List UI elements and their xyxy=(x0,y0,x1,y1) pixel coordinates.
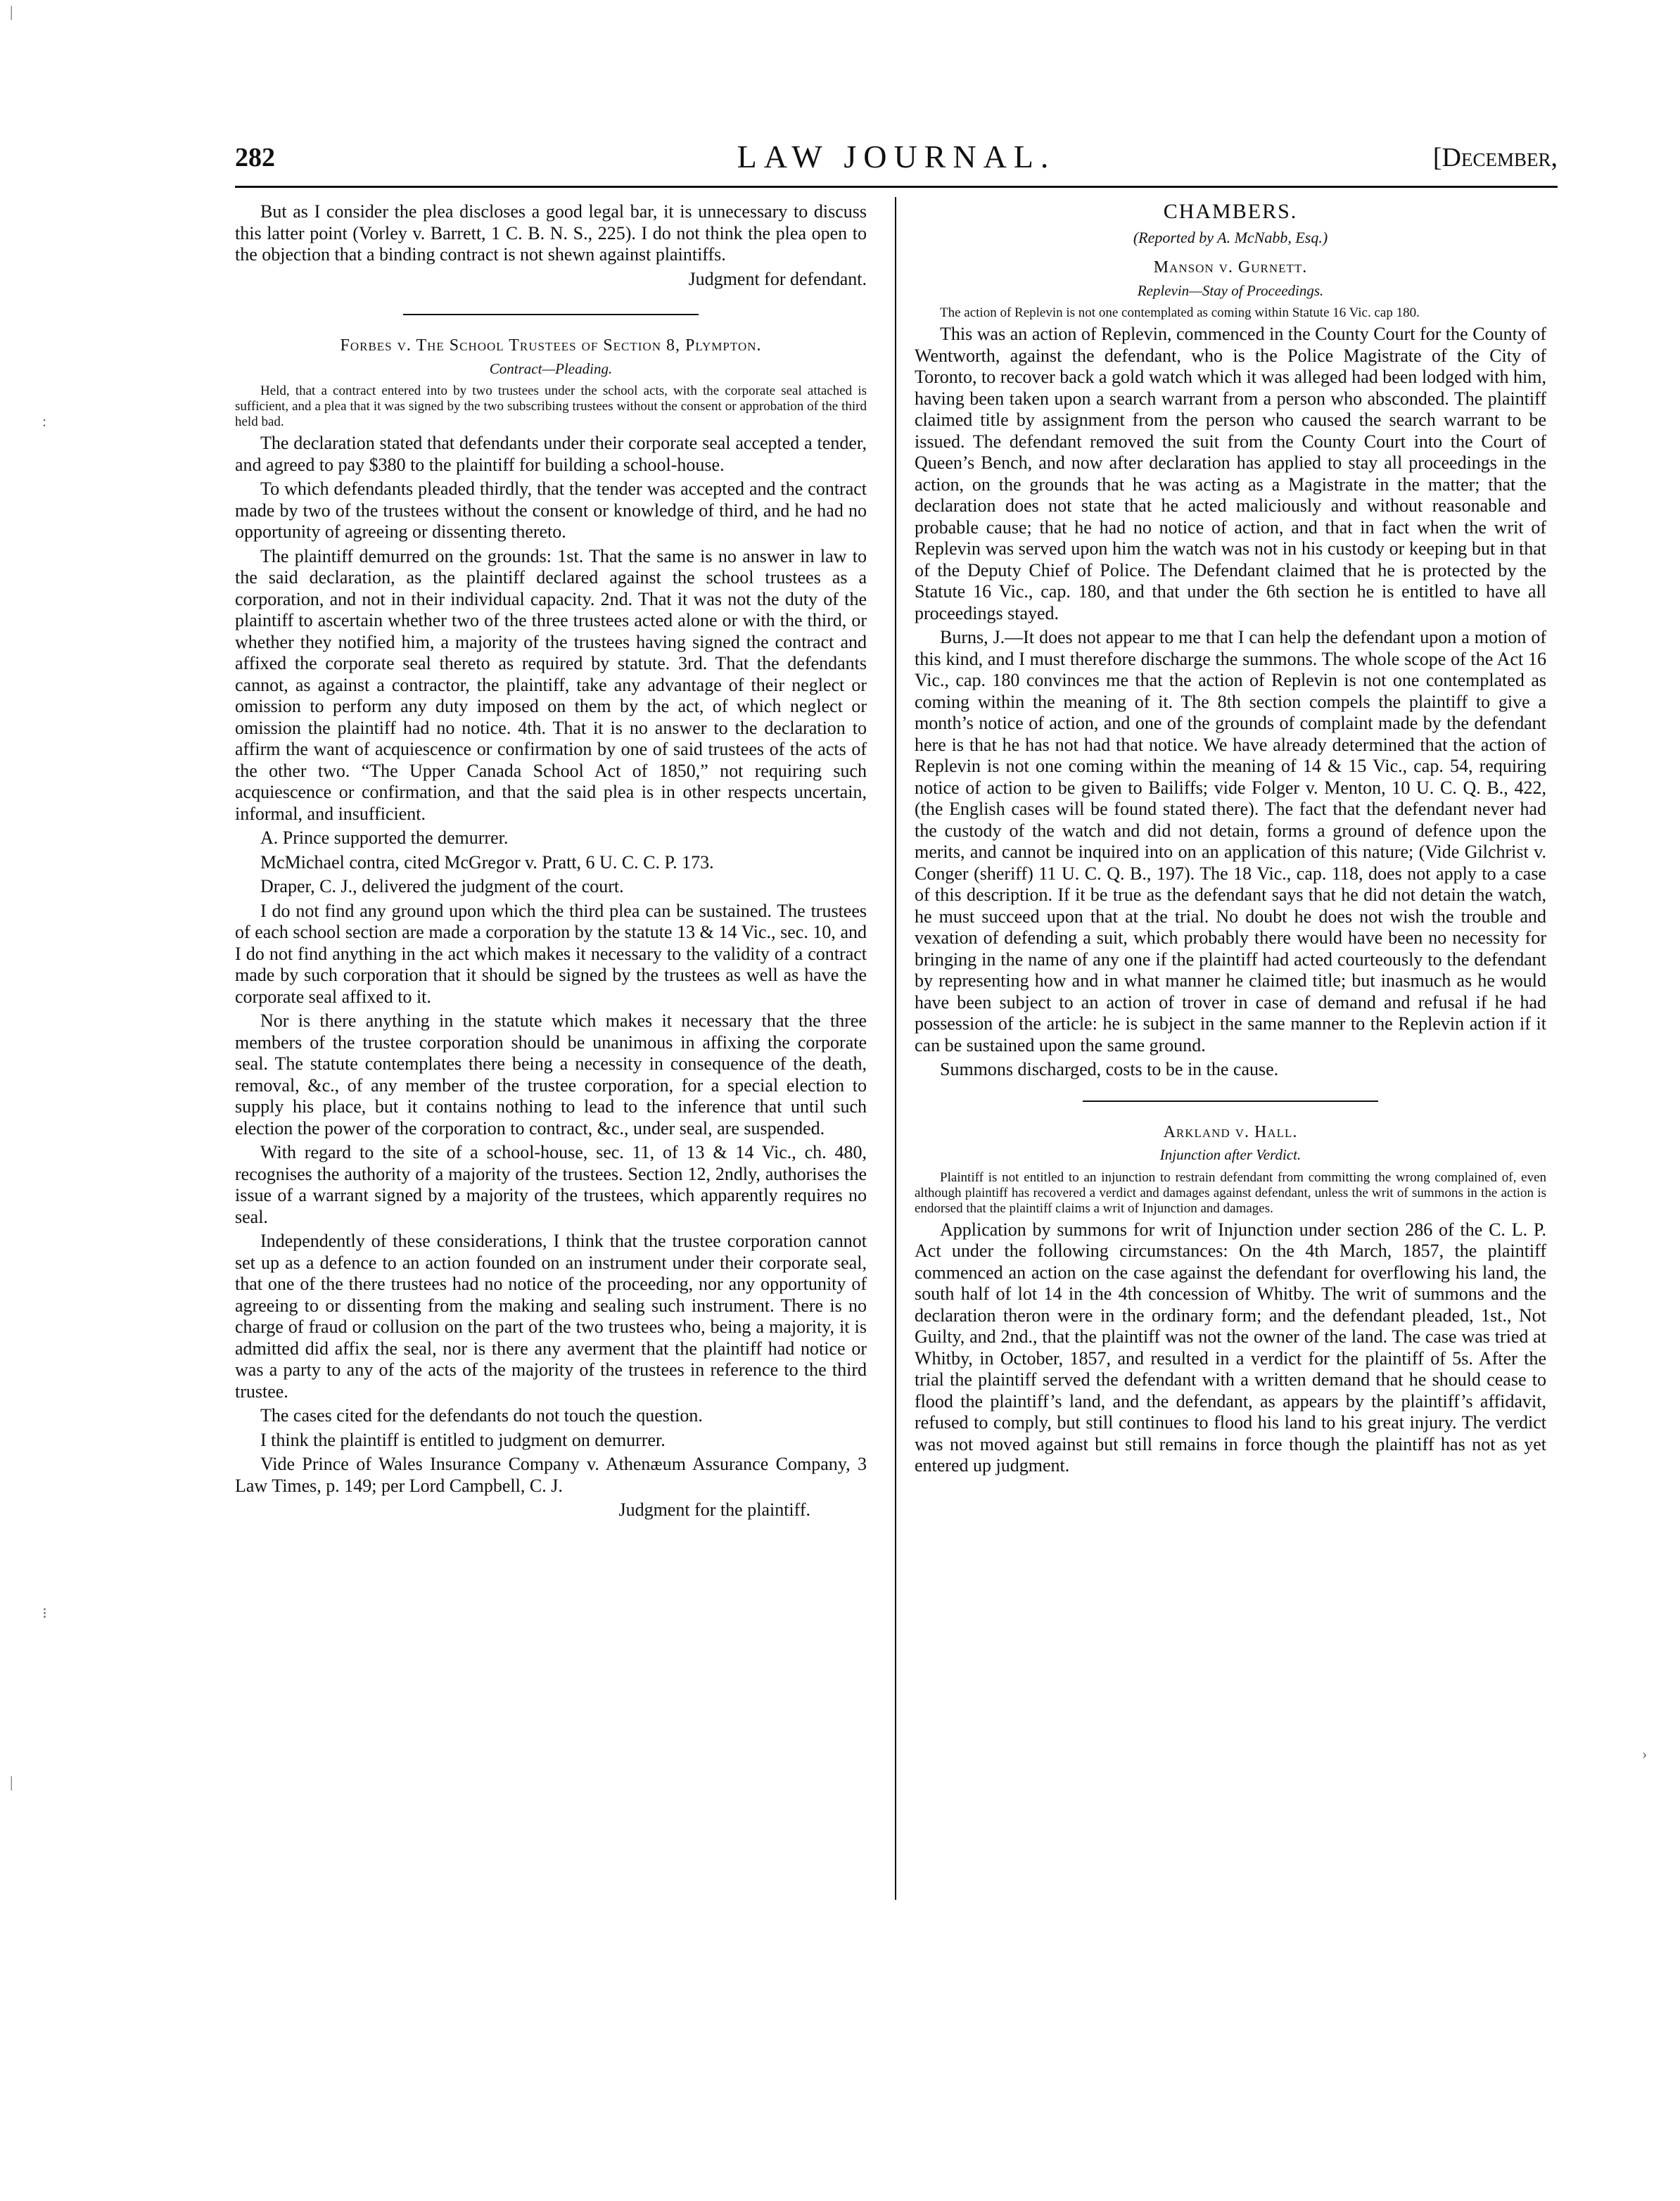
judgment-line: Judgment for the plaintiff. xyxy=(618,1499,810,1520)
reporter-line: (Reported by A. McNabb, Esq.) xyxy=(1133,228,1328,246)
scan-edge-mark: › xyxy=(1642,1745,1648,1763)
paragraph: Draper, C. J., delivered the judgment of the court. xyxy=(260,876,624,896)
left-column xyxy=(235,201,867,1524)
column-divider xyxy=(895,197,896,1900)
headnote: The action of Replevin is not one contemplated as coming within Statute 16 Vic. cap 180. xyxy=(940,305,1420,320)
paragraph: This was an action of Replevin, commenced in the County Court for the County of Wentworth, against the defendant, who is the Police Magistrate of the City of Toronto, to recover back a gold watch which it was alleged had been lodged with him, having been taken upon a search warrant from a person who absconded. The plaintiff claimed title by assignment from the person who caused the search warrant to be issued. The defendant removed the suit from the County Court into the Court of Queen’s Bench, and now after declaration has applied to stay all proceedings in the action, on the grounds that he was acting as a Magistrate in the matter; that the declaration does not state that he acted maliciously and without reasonable and probable cause; that he had no notice of action, and that in fact when the writ of Replevin was served upon him the watch was not in his custody or keeping but in that of the Deputy Chief of Police. The Defendant claimed that he is protected by the Statute 16 Vic., cap. 180, and that under the 6th section he is entitled to have all proceedings stayed. xyxy=(915,324,1546,623)
headnote: Plaintiff is not entitled to an injunction to restrain defendant from committing the wrong complained of, even although plaintiff has recovered a verdict and damages against defendant, unless the writ of summons in the action is endorsed that the plaintiff claims a writ of Injunction and damages. xyxy=(915,1169,1546,1216)
paragraph: But as I consider the plea discloses a good legal bar, it is unnecessary to discuss this latter point (Vorley v. Barrett, 1 C. B. N. S., 225). I do not think the plea open to the objection that a binding contract is not shewn against plaintiffs. xyxy=(235,201,867,265)
right-column xyxy=(915,201,1546,1480)
case-title: Forbes v. The School Trustees of Section 8, Plympton. xyxy=(340,336,762,355)
case-subject: Replevin—Stay of Proceedings. xyxy=(1137,281,1324,299)
scan-edge-mark: | xyxy=(10,3,13,20)
journal-title: LAW JOURNAL. xyxy=(737,139,1056,175)
scan-edge-mark: | xyxy=(10,1773,13,1791)
scan-edge-mark: ⁝ xyxy=(42,1604,47,1622)
disposition-line: Summons discharged, costs to be in the cause. xyxy=(940,1059,1279,1079)
case-title: Manson v. Gurnett. xyxy=(1153,258,1308,277)
paragraph: A. Prince supported the demurrer. xyxy=(260,827,509,848)
case-title: Arkland v. Hall. xyxy=(1163,1122,1298,1141)
paragraph: McMichael contra, cited McGregor v. Pratt, 6 U. C. C. P. 173. xyxy=(260,851,714,873)
section-heading: CHAMBERS. xyxy=(1163,200,1298,223)
headnote: Held, that a contract entered into by two trustees under the school acts, with the corporate seal attached is sufficient, and a plea that it was signed by the two subscribing trustees without the consent or approbation of the third held bad. xyxy=(235,383,867,429)
case-subject: Contract—Pleading. xyxy=(489,360,613,377)
section-separator xyxy=(1083,1100,1378,1102)
header-rule xyxy=(235,186,1558,188)
paragraph: To which defendants pleaded thirdly, that the tender was accepted and the contract made by two of the trustees without the consent or knowledge of third, and he had no opportunity of agreeing or dissenting thereto. xyxy=(235,478,867,542)
paragraph: I do not find any ground upon which the third plea can be sustained. The trustees of each school section are made a corporation by the statute 13 & 14 Vic., sec. 10, and I do not find anything in the act which makes it necessary to the validity of a contract made by such corporation that it should be signed by the trustees as well as have the corporate seal affixed to it. xyxy=(235,900,867,1007)
paragraph: The plaintiff demurred on the grounds: 1st. That the same is no answer in law to the said declaration, as the plaintiff declared against the school trustees as a corporation, and not in their individual capacity. 2nd. That it was not the duty of the plaintiff to ascertain whether two of the three trustees acted alone or with the third, or whether they notified him, a majority of the trustees having signed the contract and affixed the corporate seal thereto as required by statute. 3rd. That the defendants cannot, as against a contractor, the plaintiff, take any advantage of their neglect or omission to perform any duty imposed on them by the act, of which neglect or omission the plaintiff had no notice. 4th. That it is no answer to the declaration to affirm the want of acquiescence or confirmation by one of said trustees of the acts of the other two. “The Upper Canada School Act of 1850,” not requiring such acquiescence or confirmation, and that the said plea is in other respects uncertain, informal, and insufficient. xyxy=(235,545,867,824)
judgment-line: Judgment for defendant. xyxy=(688,268,867,289)
paragraph: Nor is there anything in the statute which makes it necessary that the three members of the trustee corporation should be unanimous in affixing the corporate seal. The statute contemplates there being a necessity in consequence of the death, removal, &c., of any member of the trustee corporation, for a special election to supply his place, but it contains nothing to lead to the inference that until such election the power of the corporation to contract, &c., under seal, are suspended. xyxy=(235,1010,867,1138)
paragraph: Application by summons for writ of Injunction under section 286 of the C. L. P. Act under the following circumstances: On the 4th March, 1857, the plaintiff commenced an action on the case against the defendant for overflowing his land, the south half of lot 14 in the 4th concession of Whitby. The writ of summons and the declaration theron were in the ordinary form; and the defendant pleaded, 1st., Not Guilty, and 2nd., that the plaintiff was not the owner of the land. The case was tried at Whitby, in October, 1857, and resulted in a verdict for the plaintiff of 5s. After the trial the plaintiff served the defendant with a written demand that he should cease to flood the plaintiff’s land, and the defendant, as appears by the plaintiff’s affidavit, refused to comply, but still continues to flood his land to his great injury. The verdict was not moved against but still remains in force though the plaintiff has not as yet entered up judgment. xyxy=(915,1219,1546,1476)
case-subject: Injunction after Verdict. xyxy=(1159,1146,1302,1163)
paragraph: The cases cited for the defendants do not touch the question. xyxy=(260,1405,703,1426)
scan-edge-mark: : xyxy=(42,412,47,430)
paragraph: I think the plaintiff is entitled to judgment on demurrer. xyxy=(260,1429,666,1450)
paragraph: Vide Prince of Wales Insurance Company v. Athenæum Assurance Company, 3 Law Times, p. 149; per Lord Campbell, C. J. xyxy=(235,1454,867,1496)
paragraph: The declaration stated that defendants under their corporate seal accepted a tender, and agreed to pay $380 to the plaintiff for building a school-house. xyxy=(235,433,867,475)
paragraph: Burns, J.—It does not appear to me that I can help the defendant upon a motion of this kind, and I must therefore discharge the summons. The whole scope of the Act 16 Vic., cap. 180 convinces me that the action of Replevin is not one contemplated as coming within the meaning of it. The 8th section compels the plaintiff to give a month’s notice of action, and one of the grounds of complaint made by the defendant here is that he has not had that notice. We have already determined that the action of Replevin is not one coming within the meaning of 14 & 15 Vic., cap. 54, requiring notice of action to be given to Bailiffs; vide Folger v. Menton, 10 U. C. Q. B., 422, (the English cases will be found stated there). The fact that the defendant never had the custody of the watch and did not detain, forms a ground of defence upon the merits, and cannot be inquired into on an application of this nature; (Vide Gilchrist v. Conger (sheriff) 11 U. C. Q. B., 197). The 18 Vic., cap. 118, does not apply to a case of this description. If it be true as the defendant says that he did not detain the watch, he must succeed upon that at the trial. No doubt he does not wish the trouble and vexation of defending a suit, which probably there would have been no necessity for bringing in the name of any one if the plaintiff had acted courteously to the defendant by representing how and in what manner he claimed title; but inasmuch as he would have been subject to an action of trover in case of demand and refusal if he had possession of the article: he is subject in the same manner to the Replevin action if it can be sustained upon the same ground. xyxy=(915,627,1546,1055)
section-separator xyxy=(403,314,699,315)
paragraph: With regard to the site of a school-house, sec. 11, of 13 & 14 Vic., ch. 480, recognises the authority of a majority of the trustees. Section 12, 2ndly, authorises the issue of a warrant signed by a majority of the trustees, which apparently requires no seal. xyxy=(235,1142,867,1227)
running-header xyxy=(235,138,1558,180)
month-heading: [December, xyxy=(1432,143,1558,172)
paragraph: Independently of these considerations, I think that the trustee corporation cannot set up as a defence to an action founded on an instrument under their corporate seal, that one of the there trustees had no notice of the proceeding, nor any opportunity of agreeing to or dissenting from the making and sealing such instrument. There is no charge of fraud or collusion on the part of the two trustees who, being a majority, it is admitted did affix the seal, nor is there any averment that the plaintiff had notice or was a party to any of the acts of the majority of the trustees in reference to the third trustee. xyxy=(235,1231,867,1402)
page-number: 282 xyxy=(235,143,275,172)
